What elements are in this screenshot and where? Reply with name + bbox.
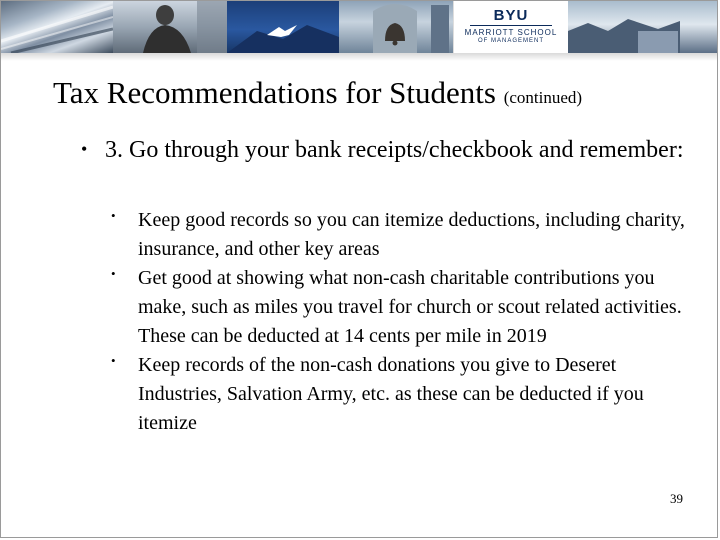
bell-tower-graphic [339, 1, 453, 53]
banner-shadow [1, 53, 718, 61]
byu-marriott-logo [453, 1, 568, 53]
banner-photo-campus [568, 1, 718, 53]
page-number: 39 [670, 491, 683, 506]
logo-name: BYU [493, 7, 529, 24]
sub-bullet-text: Keep good records so you can itemize deductions, including charity, insurance, and other key areas [138, 209, 685, 260]
sub-bullet-marker: • [111, 266, 116, 281]
sub-bullet-item [111, 351, 691, 438]
sub-bullet-text: Keep records of the non-cash donations you give to Deseret Industries, Salvation Army, etc. as these can be deducted if you itemize [138, 354, 644, 434]
logo-divider [470, 25, 552, 26]
sub-bullet-list [111, 206, 691, 438]
slide-title [53, 75, 703, 116]
header-banner [1, 1, 718, 53]
banner-photo-bell [339, 1, 453, 53]
logo-line1: MARRIOTT SCHOOL [464, 28, 558, 37]
building-stripes-graphic [1, 1, 113, 53]
statue-graphic [113, 1, 227, 53]
slide-title-text: Tax Recommendations for Students [53, 75, 496, 110]
logo-line2: OF MANAGEMENT [477, 38, 544, 44]
sub-bullet-item [111, 206, 691, 264]
sub-bullet-marker: • [111, 353, 116, 368]
y-mountain-graphic [227, 1, 339, 53]
sub-bullet-text: Get good at showing what non-cash charitable contributions you make, such as miles you travel for church or scout related activities. These can be deducted at 14 cents per mile in 2019 [138, 267, 682, 347]
main-bullet-marker: • [81, 139, 88, 159]
main-bullet-text: 3. Go through your bank receipts/checkbook and remember: [105, 137, 684, 163]
banner-photo-statue [113, 1, 227, 53]
campus-graphic [568, 1, 680, 53]
banner-photo-y-mountain [227, 1, 339, 53]
banner-photo-building [1, 1, 113, 53]
slide-title-suffix: (continued) [503, 88, 583, 107]
sub-bullet-marker: • [111, 208, 116, 223]
sub-bullet-item [111, 264, 691, 351]
